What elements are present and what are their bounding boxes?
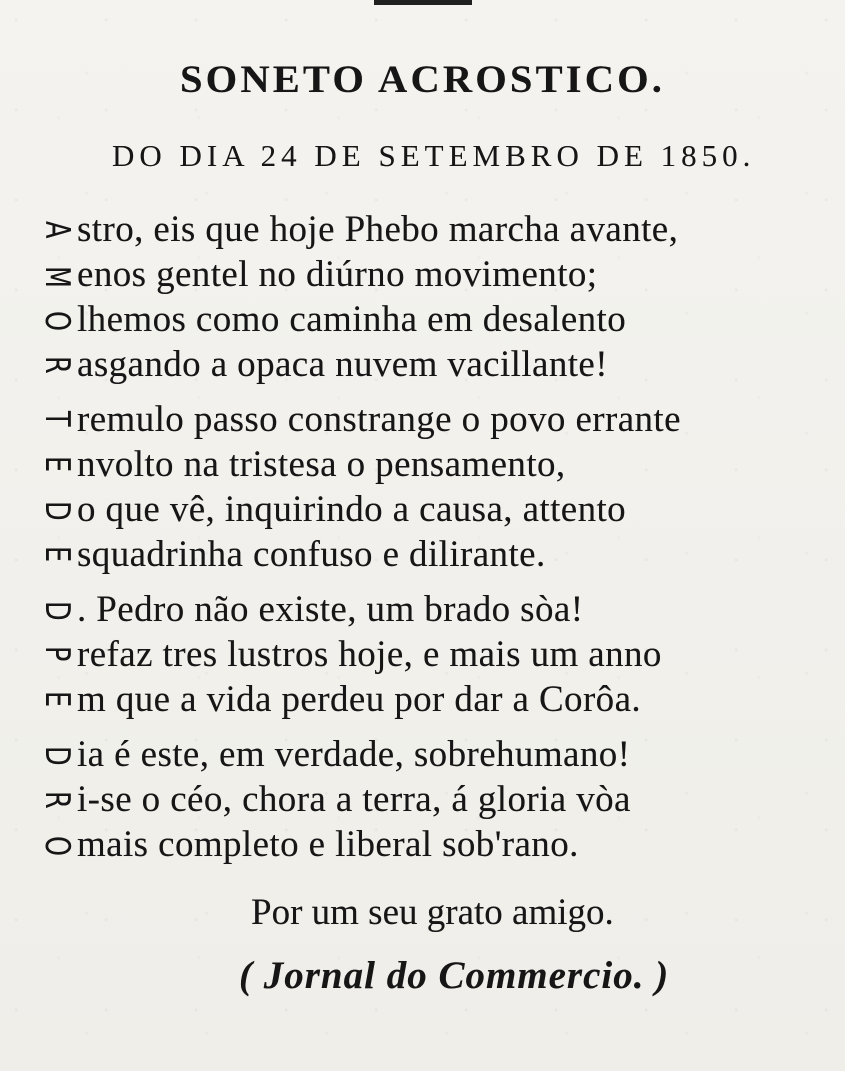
poem-line <box>37 587 775 632</box>
poem-line <box>37 397 775 442</box>
poem-line <box>37 442 775 487</box>
poem-line <box>37 342 775 387</box>
poem-title: SONETO ACROSTICO. <box>179 58 666 101</box>
poem-line-text: mais completo e liberal sob'rano. <box>77 824 579 865</box>
poem-line-text: lhemos como caminha em desalento <box>77 299 627 340</box>
stanza-1 <box>37 207 775 387</box>
acrostic-initial: A <box>37 221 77 239</box>
poem-line-text: stro, eis que hoje Phebo marcha avante, <box>77 209 679 250</box>
poem-line <box>37 732 775 777</box>
poem-line <box>37 632 775 677</box>
poem-line-text: nvolto na tristesa o pensamento, <box>77 444 566 485</box>
poem-line <box>37 207 775 252</box>
poem-line-text: refaz tres lustros hoje, e mais um anno <box>77 634 662 675</box>
poem-line-text: ia é este, em verdade, sobrehumano! <box>77 734 631 775</box>
poem-line <box>37 487 775 532</box>
acrostic-initial: T <box>37 411 77 427</box>
poem-line-text: asgando a opaca nuvem vacillante! <box>77 344 608 385</box>
poem-line <box>37 777 775 822</box>
acrostic-initial: R <box>37 356 77 375</box>
poem-line <box>37 677 775 722</box>
acrostic-initial: D <box>37 501 77 521</box>
acrostic-initial: E <box>37 691 77 708</box>
poem-line <box>37 252 775 297</box>
stanza-2 <box>37 397 775 577</box>
top-rule <box>374 0 472 5</box>
acrostic-initial: D <box>37 601 77 621</box>
poem-line-text: o que vê, inquirindo a causa, attento <box>77 489 627 530</box>
stanza-3 <box>37 587 775 722</box>
acrostic-initial: E <box>37 546 77 563</box>
poem-line-text: squadrinha confuso e dilirante. <box>77 534 546 575</box>
poem-line <box>37 297 775 342</box>
poem-line-text: m que a vida perdeu por dar a Corôa. <box>77 679 642 720</box>
sonnet-body <box>37 207 775 877</box>
poem-line <box>37 532 775 577</box>
acrostic-initial: R <box>37 791 77 810</box>
poem-line-text: . Pedro não existe, um brado sòa! <box>77 589 584 630</box>
signature: Por um seu grato amigo. <box>251 892 614 933</box>
date-line: DO DIA 24 DE SETEMBRO DE 1850. <box>112 138 756 173</box>
acrostic-initial: O <box>37 311 77 332</box>
poem-line <box>37 822 775 867</box>
stanza-4 <box>37 732 775 867</box>
poem-line-text: remulo passo constrange o povo errante <box>77 399 681 440</box>
acrostic-initial: P <box>37 646 77 662</box>
source-citation: ( Jornal do Commercio. ) <box>239 954 670 997</box>
acrostic-initial: D <box>37 746 77 766</box>
acrostic-initial: M <box>37 266 77 289</box>
acrostic-initial: O <box>37 836 77 857</box>
acrostic-initial: E <box>37 456 77 473</box>
poem-line-text: i-se o céo, chora a terra, á gloria vòa <box>77 779 631 820</box>
poem-line-text: enos gentel no diúrno movimento; <box>77 254 598 295</box>
